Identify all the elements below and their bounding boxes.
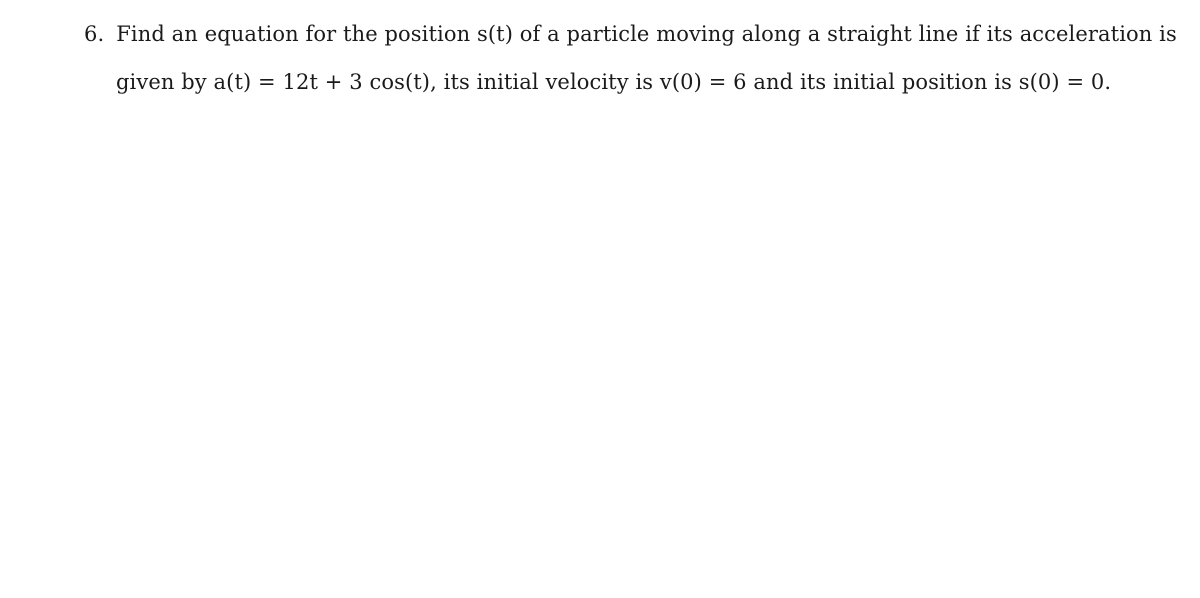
problem-number: 6. — [84, 22, 105, 46]
problem-text-line-2: given by a(t) = 12t + 3 cos(t), its initial velocity is v(0) = 6 and its initial position is s(0) = 0. — [116, 70, 1112, 94]
problem-line-2 — [116, 72, 1111, 93]
problem-line-1 — [84, 24, 1177, 45]
problem-text-line-1: Find an equation for the position s(t) of a particle moving along a straight line if its acceleration is — [116, 22, 1177, 46]
